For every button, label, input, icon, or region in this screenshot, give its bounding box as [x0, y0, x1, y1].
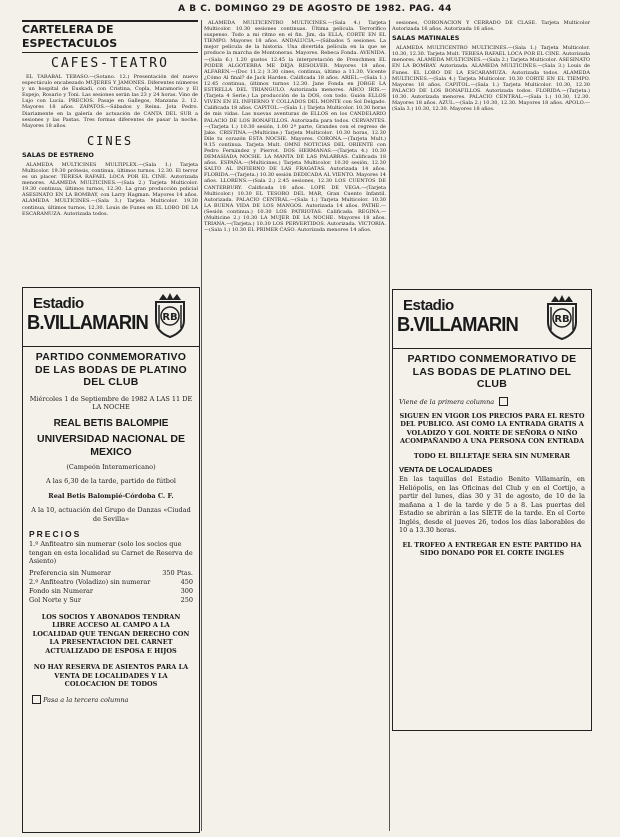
column-middle: [204, 20, 386, 831]
price-row: Fondo sin Numerar 300: [29, 586, 193, 595]
cines-heading: CINES: [86, 133, 134, 148]
section-title: CARTELERA DE ESPECTACULOS: [22, 20, 198, 53]
estadio-label: Estadio: [33, 295, 84, 312]
svg-text:RB: RB: [162, 312, 178, 323]
socios-notice: LOS SOCIOS Y ABONADOS TENDRAN LIBRE ACCESO AL CAMPO A LA LOCALIDAD QUE TENGAN DERECHO CON LA PRESENTACION DEL CARNET ACTUALIZADO DE ESPOSA E HIJOS: [32, 612, 190, 655]
venta-heading: VENTA DE LOCALIDADES: [399, 465, 493, 474]
column-rule: [389, 20, 390, 831]
ad-body: [393, 349, 591, 562]
match-title: PARTIDO CONMEMORATIVO DE LAS BODAS DE PLATINO DEL CLUB: [35, 351, 187, 388]
prelim-match: Real Betis Balompié-Córdoba C. F.: [48, 491, 174, 500]
reserva-notice: NO HAY RESERVA DE ASIENTOS PARA LA VENTA DE LOCALIDADES Y LA COLOCACION DE TODOS: [33, 663, 189, 688]
checkbox-icon: [32, 695, 41, 704]
team-betis: REAL BETIS BALOMPIE: [53, 417, 169, 429]
column-rule: [201, 20, 202, 831]
listing-continuation: sesiones, CORONACION Y CERRADO DE CLASE. Tarjeta Multicolor Autorizada 16 años. Autorizada 16 años.: [392, 20, 590, 33]
dance-show: A la 10, actuación del Grupo de Danzas «Ciudad de Sevilla»: [31, 506, 191, 523]
salas-matinales-text: ALAMEDA MULTICENTRO MULTICINES.—(Sala 1.) Tarjeta Multicolor. 10.30, 12.30. Tarjeta Mult. TERESA RAFAEL LOCA POR EL CINE. Autorizada menores. ALAMEDA MULTICINES.—(Sala 2.) Tarjeta Multicolor. ASESINATO EN LA BOMBAY. Autorizada. ALAMEDA MULTICINES.—(Sala 3.) Louis de Funes. EL LOBO DE LA ESCARAMUZA. Autorizada todos. ALAMEDA MULTICINES.—(Sala 4.) Tarjeta Multicolor. 10.30 CORTE EN EL TIEMPO. Mayores 18 años. CAPITOL.—(Sala 1.) Tarjeta Multicolor. 10.30, 12.30 PALACIO DE LOS BONAFILLOS. Autorizada todos. FLORIDA.—(Tarjeta.) 10.30. Autorizada menores. PALACIO CENTRAL.—(Sala 1.) 10.30, 12.30. Mayores 18 años. AZUL.—(Sala 2.) 10.30, 12.30. Mayores 18 años. APOLO.—(Sala 3.) 10.30, 12.30. Mayores 18 años.: [392, 45, 590, 113]
cinema-listings-text: ALAMEDA MULTICENTRO MULTICINES.—(Sala 4.) Tarjeta Multicolor. 10.30 sesiones continuas. Última película. Terrorífico suspenso. Todo a mi ritmo en el fin. Jim, da ELLA, CORTE EN EL TIEMPO. Mayores 18 años. ANDALUCIA.—(Sábados 5 sesiones. La mejor película de la historia. Una divertida película en la que se produce la marcha de Montoneras. Mayores. Rebeca Fonda. AVENIDA.—(Sala 6.) 1.20 gustos 12.45 la interpretación de Frenchmen EL PODER ALGOTERRA ME DEJA RESOLVER. Mayores 18 años. ALFAREN.—(Doc 11.2.) 3.30 cines, continua, último a 11.30. Vicente ¿Cómo Al final? de Jack Harden. Calificada 18 años. ARIEL.—(Sala 1.) 12.45 continua, últimos turnos 12.30. Jane Fonda en JORGE LA ESTRELLA DEL TRIANGULO. Autorizada menores. ARCO IRIS.—(Tarjeta 4 Serie.) La producción de la DOS, con todo. Guión ELLOS VIVEN EN EL INFIERNO Y COLLADOS DEL MONTE con Sol Delgado. Calificada 18 años. CAPITOL.—(Sala 1.) Tarjeta Multicolor. 10.30 horas de mis vidas. Las nuevas aventuras de ELLOS en los CANDELARIO PALACIO DE LOS BONAFILLOS. Autorizada para todos. CERVANTES.—(Tarjeta 1.) 10.30 sesión, 1.00 2ª parte, Grandes con el regreso de Jake. CRISTINA.—(Multicine.) Tarjeta Multicolor. 10.30 horas, 12.30 Dile tu corazón ESTA NOCHE. Mayores. CORONA.—(Tarjeta Mult.) 9.15 continua. Tarjeta Mult. OMNI NOTICIAS DEL ORIENTE con Pedro Fernández y Pierrot. DOS HERMANAS.—(Tarjeta 4.) 10.30 DEMASIADA NOCHE. LA MANTA DE LAS PALABRAS. Calificada 18 años. ESPAÑA.—(Multicines.) Tarjeta Multicolor. 10.30 sesión, 12.30 SALTO AL INFIERNO DE LAS FRAGATAS. Autorizada 14 años. FLORIDA.—(Tarjeta.) 10.30 sesión DEDICADA AL VIENTO. Mayores 14 años. LLORENS.—(Sala 2.) 2.45 sesiones, 12.30 LOS CUENTOS DE CANTERBURY. Calificada 18 años. LOPE DE VEGA.—(Tarjeta Multicolor.) 10.30 EL TESORO DEL MAR, Gran Cuento Infantil. Autorizada. PALACIO CENTRAL.—(Sala 1.) Tarjeta Multicolor. 10.30 LA BUENA VIDA DE LOS MANGOS. Autorizada 14 años. PATHE.—(Sesión continua.) 10.30 LOS PATRIOTAS. Calificada. REGINA.—(Multicine 2.) 10.30 LA MUJER DE LA NOCHE. Mayores 18 años. TRIANA.—(Tarjeta.) 10.30 LOS PERVERTIDOS. Autorizada. VICTORIA.—(Sala 1.) 10.30 EL PRIMER CASO. Autorizada menores 14 años.: [204, 20, 386, 234]
precios-note: 1.º Anfiteatro sin numerar (solo los socios que tengan en esta localidad su Carnet de Reserva de Asiento): [29, 540, 193, 565]
page-header: A B C. DOMINGO 29 DE AGOSTO DE 1982. PAG. 44: [178, 4, 452, 14]
price-list: [29, 569, 193, 605]
betis-ad-right: [392, 289, 592, 731]
team-unam-note: (Campeón Interamericano): [66, 462, 156, 471]
salas-estreno-text: ALAMEDA MULTICINES MULTIPLEX.—(Sala 1.) Tarjeta Multicolor. 19.30 prótesis, continua, últimos turnos. 12.30. El terror es un placer. TERESA RAFAEL LOCA POR EL CINE. Autorizada menores. ALAMEDA MULTICINES.—(Sala 2.) Tarjeta Multicolor. 19.30 continua, últimos turnos, 12.30. La gran producción policial ASESINATO EN LA BOMBAY, con Larry Hagman. Mayores 14 años. ALAMEDA MULTICINES.—(Sala 3.) Tarjeta Multicolor. 19.30 continua, últimos turnos, 12.30. Louis de Funes en EL LOBO DE LA ESCARAMUZA. Autorizada todos.: [22, 161, 198, 217]
match-date: Miércoles 1 de Septiembre de 1982 A LAS 11 DE LA NOCHE: [29, 394, 193, 411]
villamarin-label: B.VILLAMARIN: [27, 312, 148, 334]
prelim-time: A las 6,30 de la tarde, partido de fútbol: [46, 477, 176, 485]
cafes-teatro-text: EL TARABAL TEBASO.—(Sotano. 12.) Presentación del nuevo espectáculo encabezado MUJERES Y JAMONES. Diferentes números y un hospital de Euskadi, con Cristina, Copla, Maramorio y El Espejo, Rosario y Toni. Las sesiones serán las 23 y 24 horas. Vino de Lujo con Lucía. PRECIOS. Pasaje en Gallegos, Manzana 2. 12. Mayores 18 años. ZAPATOS.—Sábados y Reina. Jota Pedro. Diariamente en la galería de actuación de CANTA DEL SUR a sesiones y las Pastas. Tres formas diferentes de pasar la noche. Mayores 18 años.: [22, 74, 198, 129]
billetaje-notice: TODO EL BILLETAJE SERA SIN NUMERAR: [413, 451, 571, 460]
villamarin-label: B.VILLAMARIN: [397, 314, 518, 336]
salas-matinales-heading: SALAS MATINALES: [392, 34, 460, 43]
estadio-label: Estadio: [403, 297, 454, 314]
betis-ad-left: [22, 287, 200, 833]
salas-estreno-heading: SALAS DE ESTRENO: [22, 150, 94, 159]
match-title: PARTIDO CONMEMORATIVO DE LAS BODAS DE PLATINO DEL CLUB: [407, 353, 577, 390]
continue-note: Pasa a la tercera columna: [29, 695, 193, 705]
ad-header: [23, 288, 199, 347]
precios-vigor: SIGUEN EN VIGOR LOS PRECIOS PARA EL RESTO DEL PUBLICO. ASI COMO LA ENTRADA GRATIS A VOLADIZO Y GOL NORTE DE SEÑORA O NIÑO ACOMPAÑANDO A UNA PERSONA CON ENTRADA: [399, 411, 585, 445]
ad-header: [393, 290, 591, 349]
price-row: Gol Norte y Sur 250: [29, 595, 193, 604]
price-row: 2.º Anfiteatro (Voladizo) sin numerar 450: [29, 577, 193, 586]
team-unam: UNIVERSIDAD NACIONAL DE MEXICO: [37, 432, 185, 458]
betis-crest-icon: [543, 294, 581, 340]
betis-crest-icon: [151, 292, 189, 338]
trofeo-notice: EL TROFEO A ENTREGAR EN ESTE PARTIDO HA SIDO DONADO POR EL CORTE INGLES: [402, 540, 582, 557]
checkbox-icon: [499, 397, 508, 406]
price-row: Preferencia sin Numerar 350 Ptas.: [29, 568, 193, 577]
svg-text:RB: RB: [554, 314, 570, 325]
viene-note: Viene de la primera columna: [399, 397, 585, 407]
precios-heading: PRECIOS: [29, 529, 82, 539]
cafes-teatro-heading: CAFES-TEATRO: [51, 56, 169, 71]
venta-text: En las taquillas del Estadio Benito Villamarín, en Heliópolis, en las Oficinas del Club y en el Cortijo, a partir del lunes, días 30 y 31 de agosto, de 10 de la mañana a 1 de la tarde y de 5 a 8. Las puertas del Estadio se abrirán a las SIETE de la tarde. En el Corte Inglés, desde el jueves 26, todos los días laborables de 10 a 13.30 horas.: [399, 475, 585, 534]
ad-body: [23, 347, 199, 709]
